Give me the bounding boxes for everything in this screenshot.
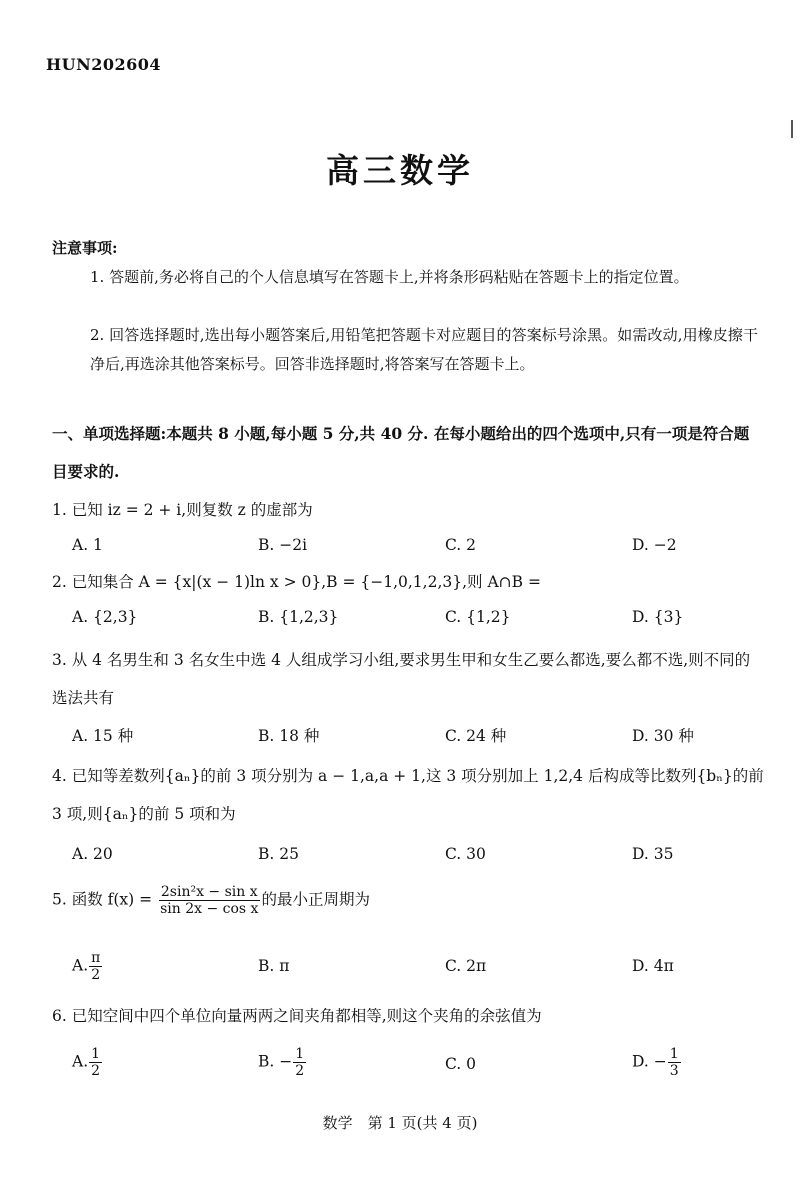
option-b [258,1046,307,1079]
option-fraction [293,1046,306,1079]
stem-suffix: 的最小正周期为 [261,890,370,909]
option-d: D. 35 [632,845,674,863]
option-d: D. 4π [632,957,674,975]
option-label: A. [72,956,89,975]
stem-fraction [158,884,260,917]
fraction-numerator: 2sin²x − sin x [160,884,258,900]
page-title: 高三数学 [326,151,474,190]
option-c: C. 2 [445,536,477,554]
option-b: B. {1,2,3} [258,608,339,626]
notice-item: 1. 答题前,务必将自己的个人信息填写在答题卡上,并将条形码粘贴在答题卡上的指定位置。 [90,268,689,286]
option-c: C. 0 [445,1055,477,1073]
option-fraction [89,950,102,983]
option-c: C. 24 种 [445,727,507,745]
fraction-denominator: 2 [91,1063,101,1080]
section-heading: 一、单项选择题:本题共 8 小题,每小题 5 分,共 40 分. 在每小题给出的四个选项中,只有一项是符合题目要求的. [52,424,750,481]
option-b: B. π [258,957,290,975]
notice-item: 2. 回答选择题时,选出每小题答案后,用铅笔把答题卡对应题目的答案标号涂黑。如需改动,用橡皮擦干净后,再选涂其他答案标号。回答非选择题时,将答案写在答题卡上。 [90,326,758,373]
question-stem [52,884,764,917]
scan-edge-mark [791,120,793,138]
stem-prefix: 5. 函数 f(x) = [52,890,158,909]
question-stem: 3. 从 4 名男生和 3 名女生中选 4 人组成学习小组,要求男生甲和女生乙要么都选,要么都不选,则不同的选法共有 [52,651,751,707]
notice-heading: 注意事项: [52,239,118,257]
option-d [632,1046,682,1079]
option-fraction [89,1046,102,1079]
fraction-numerator: π [91,950,101,966]
option-d: D. {3} [632,608,684,626]
fraction-numerator: 1 [669,1046,679,1062]
question-stem: 6. 已知空间中四个单位向量两两之间夹角都相等,则这个夹角的余弦值为 [52,1007,542,1025]
option-label: B. − [258,1052,293,1071]
fraction-denominator: 2 [91,967,101,984]
fraction-denominator: sin 2x − cos x [160,901,259,918]
option-label: A. [72,1052,89,1071]
option-a: A. 1 [72,536,103,554]
option-label: D. − [632,1052,667,1071]
fraction-numerator: 1 [91,1046,101,1062]
option-c: C. 2π [445,957,487,975]
option-c: C. {1,2} [445,608,511,626]
question-stem: 2. 已知集合 A = {x|(x − 1)ln x > 0},B = {−1,0,1,2,3},则 A∩B = [52,573,541,591]
exam-code: HUN202604 [46,55,161,74]
fraction-numerator: 1 [295,1046,305,1062]
option-fraction [668,1046,681,1079]
option-c: C. 30 [445,845,486,863]
option-a: A. 20 [72,845,113,863]
option-b: B. 25 [258,845,299,863]
fraction-denominator: 3 [669,1063,679,1080]
option-d: D. 30 种 [632,727,694,745]
fraction-denominator: 2 [295,1063,305,1080]
question-stem: 4. 已知等差数列{aₙ}的前 3 项分别为 a − 1,a,a + 1,这 3 项分别加上 1,2,4 后构成等比数列{bₙ}的前 3 项,则{aₙ}的前 5 项和为 [52,767,764,823]
option-a [72,950,103,983]
question-stem: 1. 已知 iz = 2 + i,则复数 z 的虚部为 [52,501,313,519]
page-footer: 数学 第 1 页(共 4 页) [322,1114,478,1132]
option-b: B. −2i [258,536,308,554]
option-d: D. −2 [632,536,677,554]
option-b: B. 18 种 [258,727,320,745]
option-a: A. 15 种 [72,727,134,745]
option-a: A. {2,3} [72,608,138,626]
option-a [72,1046,103,1079]
